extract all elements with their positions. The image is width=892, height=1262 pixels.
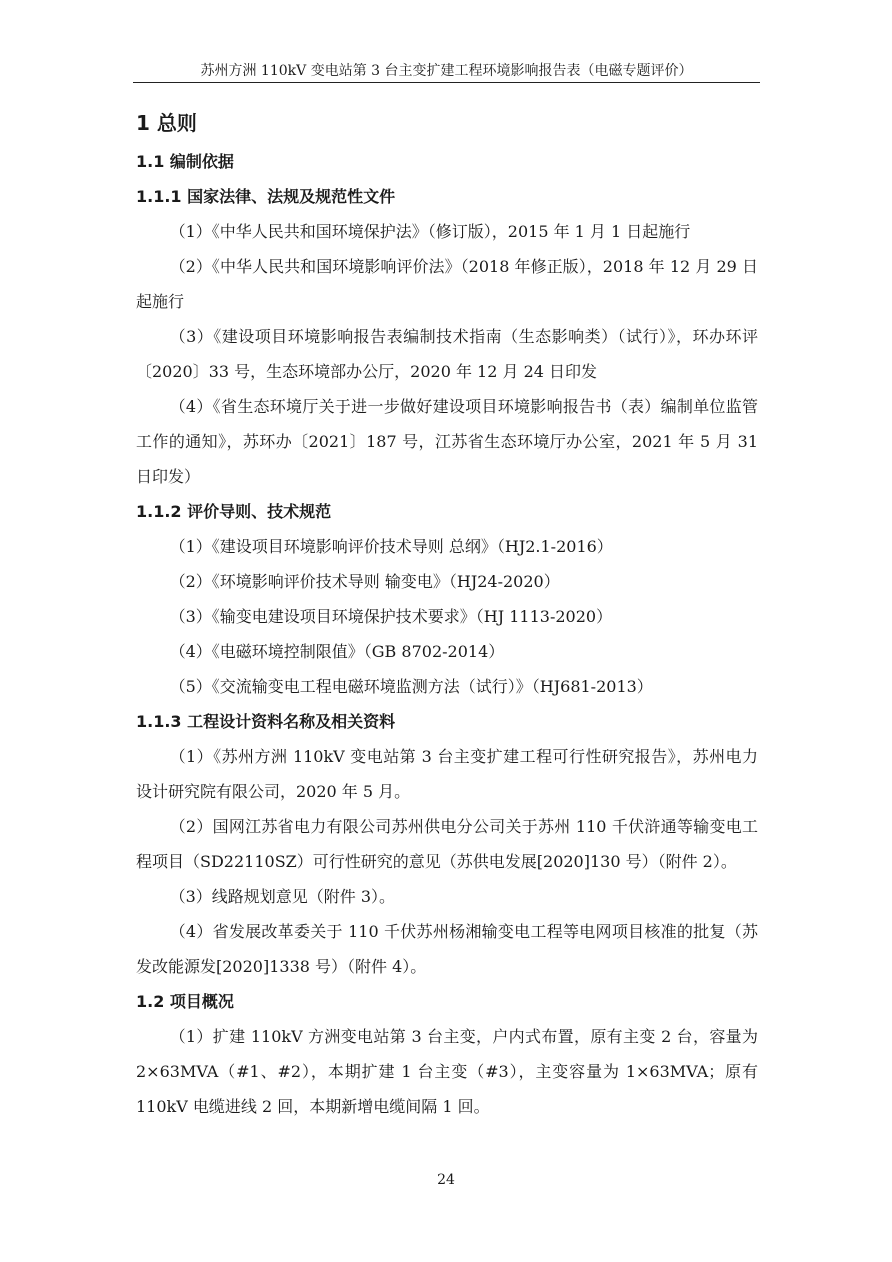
section-1-1-1-heading: 1.1.1 国家法律、法规及规范性文件 [136,187,396,206]
header-rule [133,82,760,83]
list-item: （5）《交流输变电工程电磁环境监测方法（试行）》（HJ681-2013） [169,677,653,696]
section-1-2-heading: 1.2 项目概况 [136,992,234,1011]
section-1-1-3-heading: 1.1.3 工程设计资料名称及相关资料 [136,712,396,731]
list-item: （4）省发展改革委关于 110 千伏苏州杨湘输变电工程等电网项目核准的批复（苏发改能源发[2020]1338 号）（附件 4）。 [136,922,758,976]
list-item: （2）国网江苏省电力有限公司苏州供电分公司关于苏州 110 千伏浒通等输变电工程项目（SD22110SZ）可行性研究的意见（苏供电发展[2020]130 号）（附件 2）。 [136,817,758,871]
list-item: （3）《输变电建设项目环境保护技术要求》（HJ 1113-2020） [169,607,613,626]
list-item: （2）《环境影响评价技术导则 输变电》（HJ24-2020） [169,572,560,591]
list-item: （1）扩建 110kV 方洲变电站第 3 台主变，户内式布置，原有主变 2 台，容量为 2×63MVA（#1、#2），本期扩建 1 台主变（#3），主变容量为 1×63MVA；原有 110kV 电缆进线 2 回，本期新增电缆间隔 1 回。 [136,1027,758,1116]
list-item: （1）《建设项目环境影响评价技术导则 总纲》（HJ2.1-2016） [169,537,613,556]
list-item: （3）《建设项目环境影响报告表编制技术指南（生态影响类）（试行）》，环办环评〔2020〕33 号，生态环境部办公厅，2020 年 12 月 24 日印发 [136,327,758,381]
list-item: （1）《苏州方洲 110kV 变电站第 3 台主变扩建工程可行性研究报告》，苏州电力设计研究院有限公司，2020 年 5 月。 [136,747,758,801]
section-1-heading: 1 总则 [136,111,197,135]
list-item: （4）《电磁环境控制限值》（GB 8702-2014） [169,642,505,661]
running-header: 苏州方洲 110kV 变电站第 3 台主变扩建工程环境影响报告表（电磁专题评价） [200,63,693,79]
page-number: 24 [437,1172,455,1188]
list-item: （4）《省生态环境厅关于进一步做好建设项目环境影响报告书（表）编制单位监管工作的通知》，苏环办〔2021〕187 号，江苏省生态环境厅办公室，2021 年 5 月 31 日印发） [136,397,758,486]
list-item: （1）《中华人民共和国环境保护法》（修订版），2015 年 1 月 1 日起施行 [169,222,691,241]
section-1-1-2-heading: 1.1.2 评价导则、技术规范 [136,502,332,521]
page-content [136,108,758,1124]
list-item: （2）《中华人民共和国环境影响评价法》（2018 年修正版），2018 年 12 月 29 日起施行 [136,257,758,311]
list-item: （3）线路规划意见（附件 3）。 [169,887,396,906]
section-1-1-heading: 1.1 编制依据 [136,152,234,171]
